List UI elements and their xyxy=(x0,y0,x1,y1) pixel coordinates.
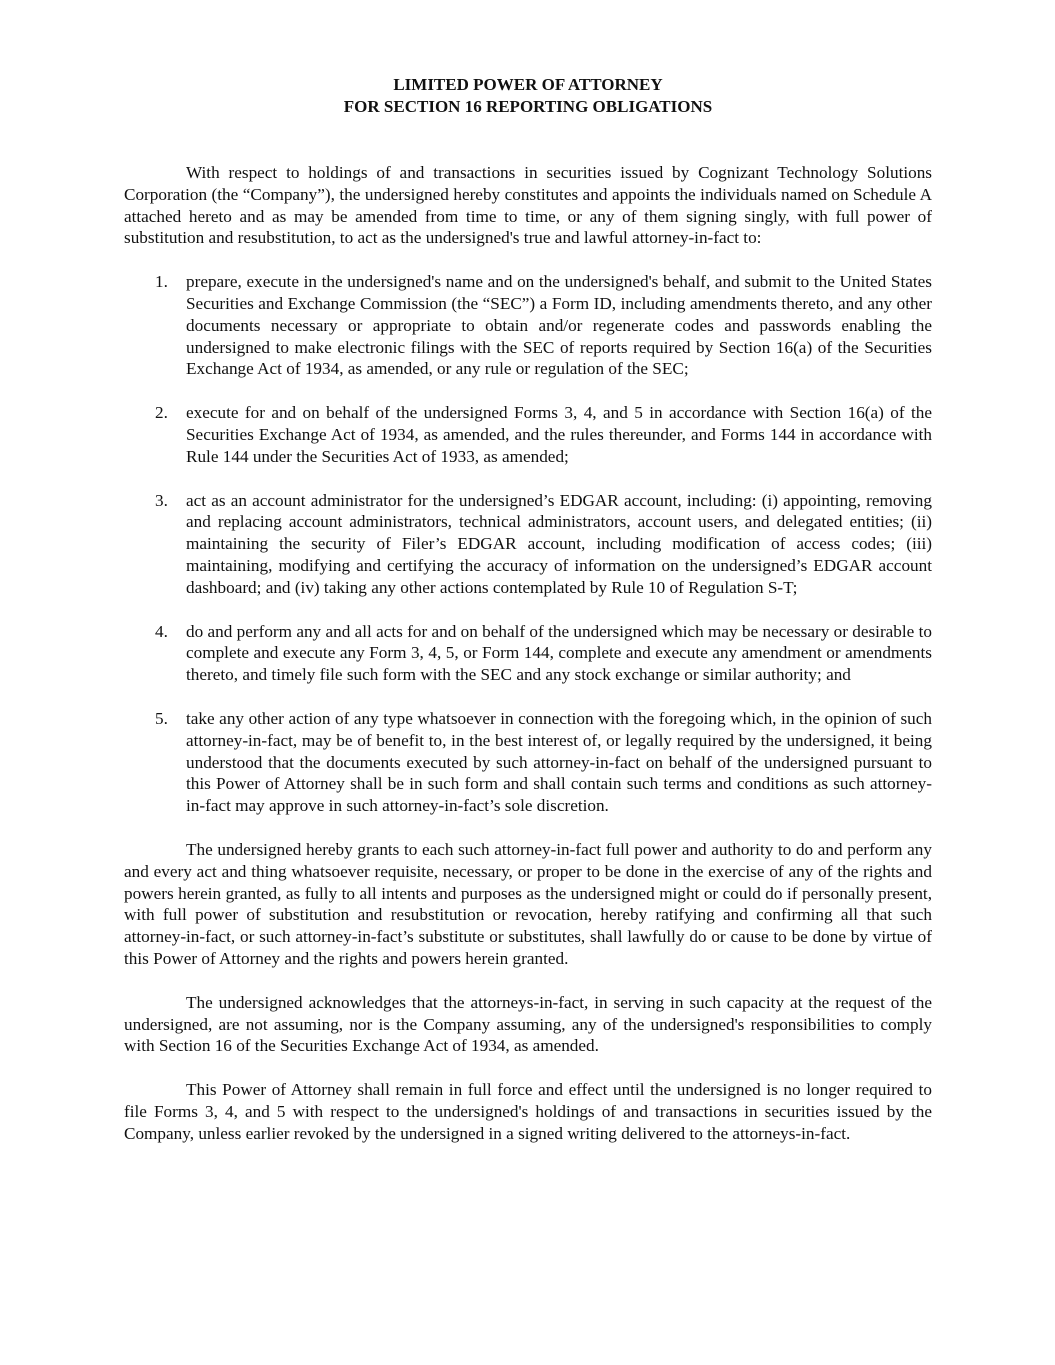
title-line-2: FOR SECTION 16 REPORTING OBLIGATIONS xyxy=(343,97,713,116)
powers-list xyxy=(124,271,932,817)
list-item xyxy=(124,271,932,380)
list-item-number: 4. xyxy=(155,621,168,641)
list-item xyxy=(124,621,932,686)
list-item xyxy=(124,708,932,817)
list-item xyxy=(124,402,932,467)
term-paragraph: This Power of Attorney shall remain in full force and effect until the undersigned is no longer required to file Forms 3, 4, and 5 with respect to the undersigned's holdings of and transactions in securities issued by the Company, unless earlier revoked by the undersigned in a signed writing delivered to the attorneys-in-fact. xyxy=(124,1080,932,1143)
title-line-1: LIMITED POWER OF ATTORNEY xyxy=(393,75,663,94)
acknowledgement-paragraph: The undersigned acknowledges that the attorneys-in-fact, in serving in such capacity at the request of the undersigned, are not assuming, nor is the Company assuming, any of the undersigned's responsibilities to comply with Section 16 of the Securities Exchange Act of 1934, as amended. xyxy=(124,992,932,1056)
list-item-number: 2. xyxy=(155,403,168,423)
list-item-text: take any other action of any type whatsoever in connection with the foregoing which, in the opinion of such attorney-in-fact, may be of benefit to, in the best interest of, or legally required by the undersigned, it being understood that the documents executed by such attorney-in-fact on behalf of the undersigned pursuant to this Power of Attorney shall be in such form and shall contain such terms and conditions as such attorney-in-fact may approve in such attorney-in-fact’s sole discretion. xyxy=(186,708,932,816)
document-title xyxy=(124,74,932,118)
list-item-text: act as an account administrator for the undersigned’s EDGAR account, including: (i) appointing, removing and replacing account administrators, technical administrators, account users, and delegated entities; (ii) maintaining the security of Filer’s EDGAR account, including modification of access codes; (iii) maintaining, modifying and certifying the accuracy of information on the undersigned’s EDGAR account dashboard; and (iv) taking any other actions contemplated by Rule 10 of Regulation S-T; xyxy=(186,490,932,597)
list-item-number: 1. xyxy=(155,272,168,292)
document-page xyxy=(124,74,932,1166)
list-item xyxy=(124,490,932,599)
list-item-text: prepare, execute in the undersigned's name and on the undersigned's behalf, and submit to the United States Securities and Exchange Commission (the “SEC”) a Form ID, including amendments thereto, and any other documents necessary or appropriate to obtain and/or regenerate codes and passwords enabling the undersigned to make electronic filings with the SEC of reports required by Section 16(a) of the Securities Exchange Act of 1934, as amended, or any rule or regulation of the SEC; xyxy=(186,272,932,379)
list-item-number: 5. xyxy=(155,708,168,728)
list-item-text: do and perform any and all acts for and on behalf of the undersigned which may be necessary or desirable to complete and execute any Form 3, 4, 5, or Form 144, complete and execute any amendment or amendments thereto, and timely file such form with the SEC and any stock exchange or similar authority; and xyxy=(186,621,932,685)
grant-paragraph: The undersigned hereby grants to each such attorney-in-fact full power and authority to do and perform any and every act and thing whatsoever requisite, necessary, or proper to be done in the exercise of any of the rights and powers herein granted, as fully to all intents and purposes as the undersigned might or could do if personally present, with full power of substitution and resubstitution or revocation, hereby ratifying and confirming all that such attorney-in-fact, or such attorney-in-fact’s substitute or substitutes, shall lawfully do or cause to be done by virtue of this Power of Attorney and the rights and powers herein granted. xyxy=(124,839,932,968)
list-item-number: 3. xyxy=(155,490,168,510)
intro-paragraph: With respect to holdings of and transactions in securities issued by Cognizant Technology Solutions Corporation (the “Company”), the undersigned hereby constitutes and appoints the individuals named on Schedule A attached hereto and as may be amended from time to time, or any of them signing singly, with full power of substitution and resubstitution, to act as the undersigned's true and lawful attorney-in-fact to: xyxy=(124,163,932,248)
list-item-text: execute for and on behalf of the undersigned Forms 3, 4, and 5 in accordance with Section 16(a) of the Securities Exchange Act of 1934, as amended, and the rules thereunder, and Forms 144 in accordance with Rule 144 under the Securities Act of 1933, as amended; xyxy=(186,403,932,466)
